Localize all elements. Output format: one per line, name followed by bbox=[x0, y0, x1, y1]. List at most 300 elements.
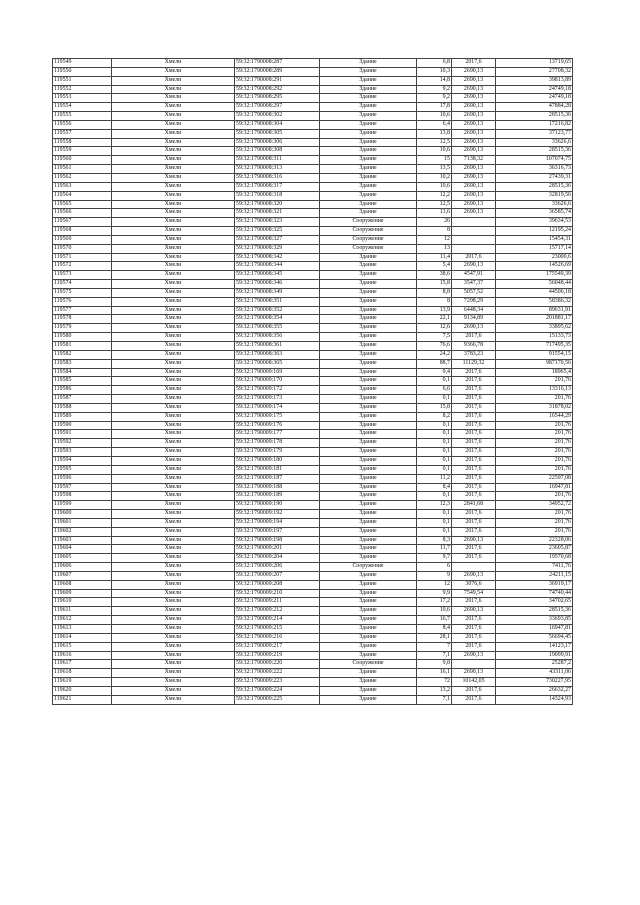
area-cell: 17,8 bbox=[417, 103, 452, 112]
area-cell: 16,1 bbox=[417, 669, 452, 678]
object-type-cell: Здание bbox=[320, 448, 417, 457]
row-number-cell: 119573 bbox=[53, 271, 112, 280]
cadastral-number-cell: 59:32:1790009:212 bbox=[235, 607, 320, 616]
object-type-cell: Здание bbox=[320, 439, 417, 448]
specific-value-cell: 2690,13 bbox=[452, 571, 496, 580]
row-number-cell: 119568 bbox=[53, 227, 112, 236]
table-row bbox=[53, 651, 573, 660]
table-row bbox=[53, 421, 573, 430]
locality-cell: Хмели bbox=[112, 262, 235, 271]
row-number-cell: 119571 bbox=[53, 253, 112, 262]
row-number-cell: 119559 bbox=[53, 147, 112, 156]
object-type-cell: Здание bbox=[320, 607, 417, 616]
row-number-cell: 119602 bbox=[53, 527, 112, 536]
row-number-cell: 119599 bbox=[53, 501, 112, 510]
row-number-cell: 119562 bbox=[53, 173, 112, 182]
row-number-cell: 119588 bbox=[53, 403, 112, 412]
area-cell: 8,4 bbox=[417, 483, 452, 492]
cadastral-value-cell: 201,76 bbox=[496, 527, 573, 536]
cadastral-value-cell: 36919,17 bbox=[496, 580, 573, 589]
specific-value-cell: 2690,13 bbox=[452, 94, 496, 103]
cadastral-number-cell: 59:32:1790008:342 bbox=[235, 253, 320, 262]
locality-cell: Хмели bbox=[112, 103, 235, 112]
locality-cell: Хмели bbox=[112, 412, 235, 421]
area-cell: 10,2 bbox=[417, 173, 452, 182]
cadastral-value-cell: 22597,08 bbox=[496, 474, 573, 483]
cadastral-value-cell: 107074,75 bbox=[496, 156, 573, 165]
cadastral-number-cell: 59:32:1790009:179 bbox=[235, 448, 320, 457]
cadastral-number-cell: 59:32:1790009:198 bbox=[235, 536, 320, 545]
table-row bbox=[53, 271, 573, 280]
area-cell: 17,2 bbox=[417, 598, 452, 607]
object-type-cell: Здание bbox=[320, 642, 417, 651]
cadastral-number-cell: 59:32:1790009:170 bbox=[235, 377, 320, 386]
specific-value-cell: 2690,13 bbox=[452, 324, 496, 333]
row-number-cell: 119552 bbox=[53, 85, 112, 94]
row-number-cell: 119596 bbox=[53, 474, 112, 483]
table-row bbox=[53, 430, 573, 439]
locality-cell: Хмели bbox=[112, 306, 235, 315]
locality-cell: Хмели bbox=[112, 492, 235, 501]
object-type-cell: Здание bbox=[320, 120, 417, 129]
row-number-cell: 119549 bbox=[53, 59, 112, 68]
row-number-cell: 119564 bbox=[53, 191, 112, 200]
table-row bbox=[53, 209, 573, 218]
area-cell: 9 bbox=[417, 571, 452, 580]
area-cell: 15,8 bbox=[417, 280, 452, 289]
object-type-cell: Здание bbox=[320, 156, 417, 165]
area-cell: 15,8 bbox=[417, 403, 452, 412]
object-type-cell: Здание bbox=[320, 483, 417, 492]
locality-cell: Хмели bbox=[112, 324, 235, 333]
area-cell: 13,6 bbox=[417, 209, 452, 218]
cadastral-number-cell: 59:32:1790009:214 bbox=[235, 616, 320, 625]
cadastral-number-cell: 59:32:1790009:204 bbox=[235, 554, 320, 563]
row-number-cell: 119621 bbox=[53, 695, 112, 704]
specific-value-cell: 2017,6 bbox=[452, 483, 496, 492]
object-type-cell: Здание bbox=[320, 333, 417, 342]
table-row bbox=[53, 412, 573, 421]
cadastral-number-cell: 59:32:1790008:361 bbox=[235, 342, 320, 351]
locality-cell: Хмели bbox=[112, 342, 235, 351]
object-type-cell: Здание bbox=[320, 421, 417, 430]
row-number-cell: 119560 bbox=[53, 156, 112, 165]
locality-cell: Хмели bbox=[112, 156, 235, 165]
area-cell: 0,1 bbox=[417, 465, 452, 474]
row-number-cell: 119615 bbox=[53, 642, 112, 651]
area-cell: 6,4 bbox=[417, 120, 452, 129]
area-cell: 16,7 bbox=[417, 616, 452, 625]
specific-value-cell: 2017,6 bbox=[452, 368, 496, 377]
row-number-cell: 119566 bbox=[53, 209, 112, 218]
specific-value-cell: 2017,6 bbox=[452, 545, 496, 554]
specific-value-cell: 2690,13 bbox=[452, 536, 496, 545]
row-number-cell: 119603 bbox=[53, 536, 112, 545]
specific-value-cell: 2017,6 bbox=[452, 527, 496, 536]
cadastral-value-cell: 43311,06 bbox=[496, 669, 573, 678]
object-type-cell: Здание bbox=[320, 182, 417, 191]
locality-cell: Хмели bbox=[112, 333, 235, 342]
locality-cell: Хмели bbox=[112, 297, 235, 306]
object-type-cell: Здание bbox=[320, 280, 417, 289]
row-number-cell: 119618 bbox=[53, 669, 112, 678]
object-type-cell: Здание bbox=[320, 527, 417, 536]
area-cell: 12,3 bbox=[417, 501, 452, 510]
row-number-cell: 119565 bbox=[53, 200, 112, 209]
area-cell: 11,7 bbox=[417, 545, 452, 554]
area-cell: 24,2 bbox=[417, 350, 452, 359]
row-number-cell: 119591 bbox=[53, 430, 112, 439]
cadastral-value-cell: 36585,74 bbox=[496, 209, 573, 218]
area-cell: 0,1 bbox=[417, 448, 452, 457]
specific-value-cell: 7549,54 bbox=[452, 589, 496, 598]
specific-value-cell: 2690,13 bbox=[452, 120, 496, 129]
locality-cell: Хмели bbox=[112, 598, 235, 607]
cadastral-value-cell: 31878,02 bbox=[496, 403, 573, 412]
table-row bbox=[53, 94, 573, 103]
object-type-cell: Здание bbox=[320, 262, 417, 271]
table-row bbox=[53, 103, 573, 112]
cadastral-value-cell: 15133,73 bbox=[496, 333, 573, 342]
locality-cell: Хмели bbox=[112, 94, 235, 103]
specific-value-cell: 4547,91 bbox=[452, 271, 496, 280]
locality-cell: Хмели bbox=[112, 501, 235, 510]
cadastral-number-cell: 59:32:1790008:304 bbox=[235, 120, 320, 129]
row-number-cell: 119587 bbox=[53, 395, 112, 404]
specific-value-cell: 9366,78 bbox=[452, 342, 496, 351]
specific-value-cell: 2017,6 bbox=[452, 686, 496, 695]
cadastral-number-cell: 59:32:1790008:292 bbox=[235, 85, 320, 94]
row-number-cell: 119567 bbox=[53, 218, 112, 227]
row-number-cell: 119574 bbox=[53, 280, 112, 289]
cadastral-value-cell: 33626,6 bbox=[496, 138, 573, 147]
table-row bbox=[53, 518, 573, 527]
area-cell: 12,5 bbox=[417, 138, 452, 147]
cadastral-value-cell: 7411,76 bbox=[496, 563, 573, 572]
cadastral-value-table bbox=[52, 58, 573, 705]
locality-cell: Хмели bbox=[112, 315, 235, 324]
row-number-cell: 119575 bbox=[53, 288, 112, 297]
object-type-cell: Здание bbox=[320, 686, 417, 695]
specific-value-cell: 2690,13 bbox=[452, 200, 496, 209]
locality-cell: Хмели bbox=[112, 448, 235, 457]
table-row bbox=[53, 138, 573, 147]
object-type-cell: Здание bbox=[320, 173, 417, 182]
cadastral-number-cell: 59:32:1790009:197 bbox=[235, 527, 320, 536]
table-row bbox=[53, 297, 573, 306]
area-cell: 13,9 bbox=[417, 306, 452, 315]
table-row bbox=[53, 386, 573, 395]
object-type-cell: Здание bbox=[320, 395, 417, 404]
row-number-cell: 119619 bbox=[53, 678, 112, 687]
cadastral-value-cell: 37123,77 bbox=[496, 129, 573, 138]
object-type-cell: Здание bbox=[320, 669, 417, 678]
specific-value-cell: 2690,13 bbox=[452, 112, 496, 121]
table-row bbox=[53, 545, 573, 554]
specific-value-cell: 2017,6 bbox=[452, 377, 496, 386]
specific-value-cell: 2017,6 bbox=[452, 465, 496, 474]
area-cell: 8,2 bbox=[417, 412, 452, 421]
object-type-cell: Здание bbox=[320, 501, 417, 510]
table-row bbox=[53, 85, 573, 94]
locality-cell: Хмели bbox=[112, 350, 235, 359]
cadastral-number-cell: 59:32:1790009:169 bbox=[235, 368, 320, 377]
area-cell: 0,1 bbox=[417, 518, 452, 527]
area-cell: 11,4 bbox=[417, 253, 452, 262]
object-type-cell: Здание bbox=[320, 271, 417, 280]
cadastral-value-cell: 717495,35 bbox=[496, 342, 573, 351]
object-type-cell: Здание bbox=[320, 103, 417, 112]
table-row bbox=[53, 395, 573, 404]
cadastral-value-cell: 27708,32 bbox=[496, 67, 573, 76]
cadastral-value-cell: 17216,82 bbox=[496, 120, 573, 129]
cadastral-value-cell: 14324,93 bbox=[496, 695, 573, 704]
row-number-cell: 119620 bbox=[53, 686, 112, 695]
locality-cell: Хмели bbox=[112, 527, 235, 536]
locality-cell: Хмели bbox=[112, 545, 235, 554]
table-row bbox=[53, 333, 573, 342]
cadastral-value-cell: 13316,13 bbox=[496, 386, 573, 395]
locality-cell: Хмели bbox=[112, 280, 235, 289]
table-row bbox=[53, 465, 573, 474]
specific-value-cell: 10142,05 bbox=[452, 678, 496, 687]
table-row bbox=[53, 536, 573, 545]
cadastral-value-cell: 22328,06 bbox=[496, 536, 573, 545]
area-cell: 9,2 bbox=[417, 85, 452, 94]
object-type-cell: Здание bbox=[320, 571, 417, 580]
row-number-cell: 119577 bbox=[53, 306, 112, 315]
object-type-cell: Здание bbox=[320, 324, 417, 333]
table-row bbox=[53, 324, 573, 333]
cadastral-value-cell: 28515,36 bbox=[496, 147, 573, 156]
cadastral-number-cell: 59:32:1790009:207 bbox=[235, 571, 320, 580]
locality-cell: Хмели bbox=[112, 112, 235, 121]
cadastral-value-cell: 26632,27 bbox=[496, 686, 573, 695]
object-type-cell: Здание bbox=[320, 209, 417, 218]
specific-value-cell: 2017,6 bbox=[452, 253, 496, 262]
row-number-cell: 119556 bbox=[53, 120, 112, 129]
cadastral-value-cell: 33693,85 bbox=[496, 616, 573, 625]
table-row bbox=[53, 244, 573, 253]
table-row bbox=[53, 483, 573, 492]
table-row bbox=[53, 227, 573, 236]
object-type-cell: Здание bbox=[320, 85, 417, 94]
locality-cell: Хмели bbox=[112, 660, 235, 669]
table-row bbox=[53, 678, 573, 687]
locality-cell: Хмели bbox=[112, 695, 235, 704]
area-cell: 10,6 bbox=[417, 147, 452, 156]
row-number-cell: 119589 bbox=[53, 412, 112, 421]
locality-cell: Хмели bbox=[112, 138, 235, 147]
cadastral-value-cell: 33895,62 bbox=[496, 324, 573, 333]
cadastral-value-cell: 56048,44 bbox=[496, 280, 573, 289]
cadastral-value-cell: 201,76 bbox=[496, 465, 573, 474]
area-cell: 11,2 bbox=[417, 474, 452, 483]
area-cell: 0,1 bbox=[417, 421, 452, 430]
cadastral-value-cell: 16544,29 bbox=[496, 412, 573, 421]
row-number-cell: 119613 bbox=[53, 625, 112, 634]
specific-value-cell: 2690,13 bbox=[452, 607, 496, 616]
table-row bbox=[53, 235, 573, 244]
area-cell: 0,1 bbox=[417, 510, 452, 519]
cadastral-value-cell: 201,76 bbox=[496, 456, 573, 465]
row-number-cell: 119563 bbox=[53, 182, 112, 191]
object-type-cell: Здание bbox=[320, 518, 417, 527]
cadastral-number-cell: 59:32:1790009:216 bbox=[235, 633, 320, 642]
area-cell: 5,4 bbox=[417, 262, 452, 271]
area-cell: 9,8 bbox=[417, 660, 452, 669]
object-type-cell: Сооружение bbox=[320, 218, 417, 227]
table-row bbox=[53, 262, 573, 271]
object-type-cell: Здание bbox=[320, 598, 417, 607]
cadastral-number-cell: 59:32:1790008:352 bbox=[235, 306, 320, 315]
cadastral-number-cell: 59:32:1790008:363 bbox=[235, 350, 320, 359]
cadastral-value-cell: 201,76 bbox=[496, 377, 573, 386]
locality-cell: Хмели bbox=[112, 625, 235, 634]
cadastral-number-cell: 59:32:1790008:302 bbox=[235, 112, 320, 121]
cadastral-number-cell: 59:32:1790009:206 bbox=[235, 563, 320, 572]
row-number-cell: 119595 bbox=[53, 465, 112, 474]
cadastral-number-cell: 59:32:1790009:222 bbox=[235, 669, 320, 678]
row-number-cell: 119569 bbox=[53, 235, 112, 244]
cadastral-number-cell: 59:32:1790008:316 bbox=[235, 173, 320, 182]
cadastral-value-cell: 58386,32 bbox=[496, 297, 573, 306]
cadastral-value-cell: 16947,81 bbox=[496, 483, 573, 492]
area-cell: 0,1 bbox=[417, 439, 452, 448]
locality-cell: Хмели bbox=[112, 182, 235, 191]
cadastral-number-cell: 59:32:1790009:194 bbox=[235, 518, 320, 527]
area-cell: 7,5 bbox=[417, 333, 452, 342]
area-cell: 9,9 bbox=[417, 589, 452, 598]
specific-value-cell: 2690,13 bbox=[452, 129, 496, 138]
specific-value-cell: 11129,32 bbox=[452, 359, 496, 368]
specific-value-cell: 2017,6 bbox=[452, 403, 496, 412]
object-type-cell: Здание bbox=[320, 492, 417, 501]
locality-cell: Хмели bbox=[112, 147, 235, 156]
specific-value-cell: 2017,6 bbox=[452, 518, 496, 527]
area-cell: 9,7 bbox=[417, 554, 452, 563]
specific-value-cell: 2690,13 bbox=[452, 262, 496, 271]
row-number-cell: 119610 bbox=[53, 598, 112, 607]
specific-value-cell: 2017,6 bbox=[452, 598, 496, 607]
specific-value-cell: 3076,6 bbox=[452, 580, 496, 589]
locality-cell: Хмели bbox=[112, 244, 235, 253]
table-row bbox=[53, 563, 573, 572]
row-number-cell: 119606 bbox=[53, 563, 112, 572]
row-number-cell: 119604 bbox=[53, 545, 112, 554]
table-row bbox=[53, 616, 573, 625]
row-number-cell: 119555 bbox=[53, 112, 112, 121]
cadastral-number-cell: 59:32:1790009:220 bbox=[235, 660, 320, 669]
area-cell: 12 bbox=[417, 580, 452, 589]
specific-value-cell: 2690,13 bbox=[452, 669, 496, 678]
object-type-cell: Здание bbox=[320, 386, 417, 395]
locality-cell: Хмели bbox=[112, 633, 235, 642]
specific-value-cell: 2017,6 bbox=[452, 474, 496, 483]
locality-cell: Хмели bbox=[112, 76, 235, 85]
table-row bbox=[53, 456, 573, 465]
specific-value-cell: 2017,6 bbox=[452, 430, 496, 439]
object-type-cell: Сооружение bbox=[320, 563, 417, 572]
specific-value-cell: 2017,6 bbox=[452, 59, 496, 68]
table-row bbox=[53, 448, 573, 457]
area-cell: 13,8 bbox=[417, 129, 452, 138]
cadastral-value-cell: 18965,4 bbox=[496, 368, 573, 377]
cadastral-number-cell: 59:32:1790009:187 bbox=[235, 474, 320, 483]
object-type-cell: Здание bbox=[320, 536, 417, 545]
specific-value-cell: 2017,6 bbox=[452, 625, 496, 634]
table-row bbox=[53, 669, 573, 678]
specific-value-cell: 2690,13 bbox=[452, 173, 496, 182]
table-row bbox=[53, 253, 573, 262]
object-type-cell: Здание bbox=[320, 695, 417, 704]
cadastral-number-cell: 59:32:1790009:180 bbox=[235, 456, 320, 465]
area-cell: 6,8 bbox=[417, 59, 452, 68]
row-number-cell: 119601 bbox=[53, 518, 112, 527]
row-number-cell: 119600 bbox=[53, 510, 112, 519]
cadastral-value-cell: 15454,31 bbox=[496, 235, 573, 244]
cadastral-number-cell: 59:32:1790008:308 bbox=[235, 147, 320, 156]
locality-cell: Хмели bbox=[112, 395, 235, 404]
cadastral-number-cell: 59:32:1790008:313 bbox=[235, 165, 320, 174]
row-number-cell: 119581 bbox=[53, 342, 112, 351]
cadastral-number-cell: 59:32:1790008:289 bbox=[235, 67, 320, 76]
row-number-cell: 119584 bbox=[53, 368, 112, 377]
cadastral-number-cell: 59:32:1790008:355 bbox=[235, 324, 320, 333]
object-type-cell: Здание bbox=[320, 342, 417, 351]
locality-cell: Хмели bbox=[112, 616, 235, 625]
cadastral-value-cell: 201,76 bbox=[496, 492, 573, 501]
cadastral-number-cell: 59:32:1790008:291 bbox=[235, 76, 320, 85]
cadastral-value-cell: 24749,18 bbox=[496, 85, 573, 94]
cadastral-number-cell: 59:32:1790008:327 bbox=[235, 235, 320, 244]
specific-value-cell: 2017,6 bbox=[452, 616, 496, 625]
object-type-cell: Здание bbox=[320, 545, 417, 554]
locality-cell: Хмели bbox=[112, 430, 235, 439]
object-type-cell: Здание bbox=[320, 112, 417, 121]
area-cell: 0,1 bbox=[417, 430, 452, 439]
object-type-cell: Здание bbox=[320, 678, 417, 687]
cadastral-number-cell: 59:32:1790008:344 bbox=[235, 262, 320, 271]
table-row bbox=[53, 598, 573, 607]
specific-value-cell bbox=[452, 218, 496, 227]
cadastral-value-cell: 12195,24 bbox=[496, 227, 573, 236]
row-number-cell: 119607 bbox=[53, 571, 112, 580]
cadastral-number-cell: 59:32:1790009:173 bbox=[235, 395, 320, 404]
cadastral-value-cell: 201,76 bbox=[496, 510, 573, 519]
cadastral-value-cell: 201,76 bbox=[496, 421, 573, 430]
specific-value-cell: 2017,6 bbox=[452, 510, 496, 519]
cadastral-number-cell: 59:32:1790009:217 bbox=[235, 642, 320, 651]
locality-cell: Хмели bbox=[112, 651, 235, 660]
cadastral-number-cell: 59:32:1790009:178 bbox=[235, 439, 320, 448]
locality-cell: Хмели bbox=[112, 403, 235, 412]
row-number-cell: 119554 bbox=[53, 103, 112, 112]
area-cell: 0,1 bbox=[417, 492, 452, 501]
table-row bbox=[53, 359, 573, 368]
table-row bbox=[53, 112, 573, 121]
cadastral-number-cell: 59:32:1790008:354 bbox=[235, 315, 320, 324]
cadastral-value-cell: 201,76 bbox=[496, 430, 573, 439]
area-cell: 7,1 bbox=[417, 695, 452, 704]
cadastral-number-cell: 59:32:1790008:287 bbox=[235, 59, 320, 68]
specific-value-cell bbox=[452, 244, 496, 253]
specific-value-cell: 2017,6 bbox=[452, 333, 496, 342]
locality-cell: Хмели bbox=[112, 129, 235, 138]
specific-value-cell: 2690,13 bbox=[452, 209, 496, 218]
area-cell: 9,2 bbox=[417, 94, 452, 103]
area-cell: 0,1 bbox=[417, 395, 452, 404]
